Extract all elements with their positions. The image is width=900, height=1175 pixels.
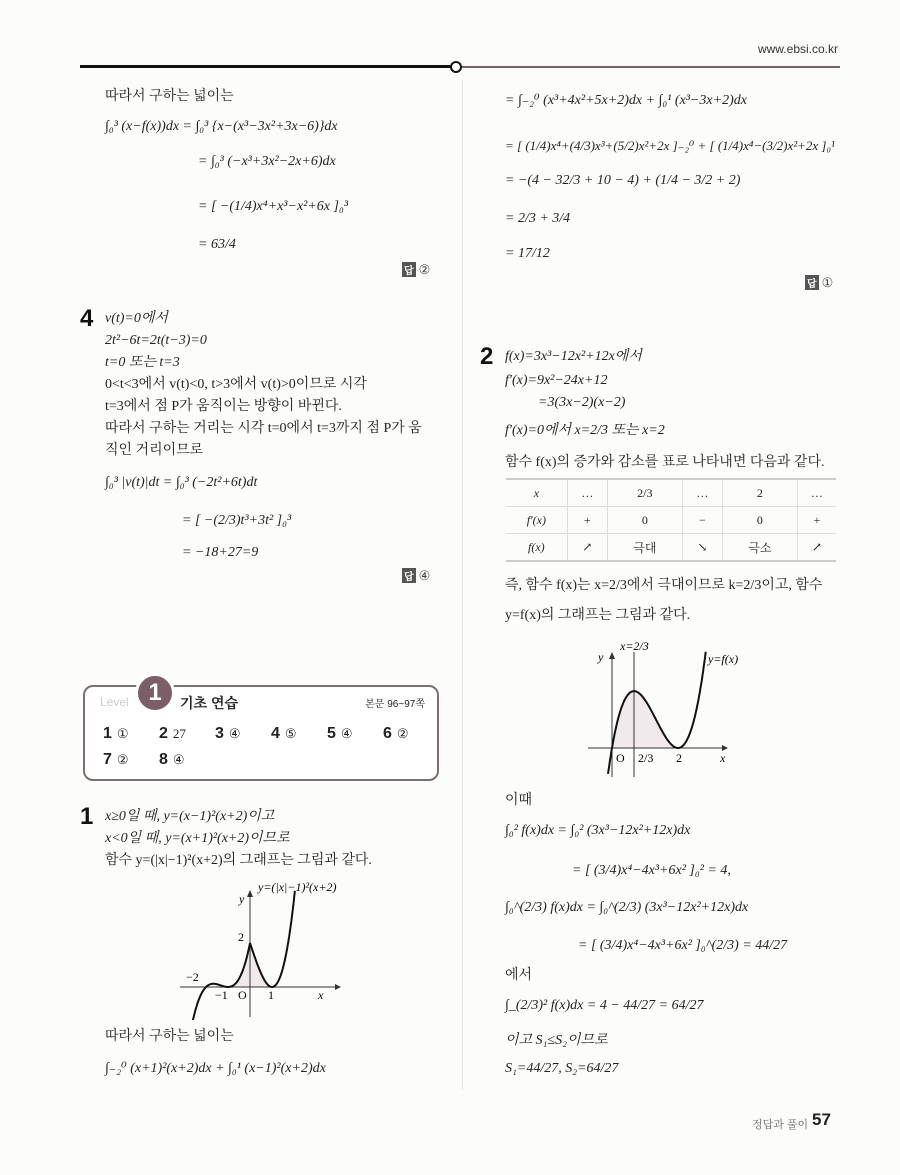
page-reference: 본문 96~97쪽 bbox=[365, 699, 425, 710]
problem-number: 2 bbox=[480, 343, 494, 370]
math-line: = [ (1/4)x⁴+(4/3)x³+(5/2)x²+2x ]₋₂⁰ + [ (1/4)x⁴−(3/2)x²+2x ]₀¹ bbox=[505, 138, 835, 153]
math-line: ∫₋₂⁰ (x+1)²(x+2)dx + ∫₀¹ (x−1)²(x+2)dx bbox=[105, 1061, 326, 1076]
y-axis-label: y bbox=[239, 892, 245, 906]
text-line: 에서 bbox=[505, 968, 533, 983]
table-row bbox=[506, 534, 836, 562]
graph-cubic-function bbox=[580, 632, 780, 782]
math-line: = 2/3 + 3/4 bbox=[505, 211, 571, 226]
text-line: 0<t<3에서 v(t)<0, t>3에서 v(t)>0이므로 시각 bbox=[105, 377, 367, 392]
answer-value: ② bbox=[418, 262, 431, 277]
header-circle-ornament bbox=[450, 61, 462, 73]
answer-value: ① bbox=[821, 275, 834, 290]
answer-icon: 답 bbox=[805, 275, 819, 290]
y-axis-arrow-icon bbox=[247, 890, 253, 897]
math-line: =3(3x−2)(x−2) bbox=[538, 395, 626, 410]
table-cell: f(x) bbox=[528, 539, 545, 554]
table-row bbox=[506, 479, 836, 507]
answer-item: 4 ⑤ bbox=[271, 725, 297, 742]
table-cell: 0 bbox=[722, 507, 797, 534]
origin-label: O bbox=[238, 988, 247, 1002]
table-cell: ↗ bbox=[567, 534, 607, 562]
math-line: = [ −(1/4)x⁴+x³−x²+6x ]₀³ bbox=[198, 199, 349, 214]
table-cell: 극소 bbox=[722, 534, 797, 562]
table-cell: 2/3 bbox=[607, 479, 682, 507]
answer-item: 5 ④ bbox=[327, 725, 353, 742]
answer-icon: 답 bbox=[402, 568, 416, 583]
table-cell: 극대 bbox=[607, 534, 682, 562]
table-cell: 2 bbox=[722, 479, 797, 507]
table-cell: … bbox=[797, 479, 836, 507]
math-line: f′(x)=0에서 x=2/3 또는 x=2 bbox=[505, 423, 665, 438]
answer-item: 6 ② bbox=[383, 725, 409, 742]
footer-label: 정답과 풀이 bbox=[752, 1119, 809, 1131]
column-divider bbox=[462, 80, 463, 1090]
math-line: = [ (3/4)x⁴−4x³+6x² ]₀² = 4, bbox=[572, 863, 731, 878]
math-line: ∫₀² f(x)dx = ∫₀² (3x³−12x²+12x)dx bbox=[505, 823, 691, 838]
math-line: = 63/4 bbox=[198, 237, 236, 252]
table-cell: + bbox=[567, 507, 607, 534]
math-line: t=0 또는 t=3 bbox=[105, 355, 180, 370]
table-cell: + bbox=[797, 507, 836, 534]
table-cell: ↘ bbox=[682, 534, 722, 562]
math-line: ∫_(2/3)² f(x)dx = 4 − 44/27 = 64/27 bbox=[505, 998, 704, 1013]
tick-2-3: 2/3 bbox=[638, 751, 654, 765]
x-axis-label: x bbox=[720, 751, 726, 765]
increase-decrease-table bbox=[506, 478, 836, 562]
math-line: ∫₀^(2/3) f(x)dx = ∫₀^(2/3) (3x³−12x²+12x)dx bbox=[505, 900, 749, 915]
answer-item: 2 27 bbox=[159, 725, 186, 742]
math-line: = ∫₋₂⁰ (x³+4x²+5x+2)dx + ∫₀¹ (x³−3x+2)dx bbox=[505, 93, 747, 108]
math-line: ∫₀³ |v(t)|dt = ∫₀³ (−2t²+6t)dt bbox=[105, 475, 258, 490]
origin-label: O bbox=[616, 751, 625, 765]
text-line: 함수 f(x)의 증가와 감소를 표로 나타내면 다음과 같다. bbox=[505, 455, 825, 470]
table-cell: 0 bbox=[607, 507, 682, 534]
answer-item: 7 ② bbox=[103, 751, 129, 768]
math-line: = −18+27=9 bbox=[182, 545, 259, 560]
vline-label: x=2/3 bbox=[620, 639, 649, 653]
math-line: f′(x)=9x²−24x+12 bbox=[505, 373, 608, 388]
header-rule-accent bbox=[462, 66, 840, 68]
tick-2: 2 bbox=[676, 751, 682, 765]
math-line: S₁=44/27, S₂=64/27 bbox=[505, 1061, 619, 1076]
table-row bbox=[506, 507, 836, 534]
text-line: 따라서 구하는 넓이는 bbox=[105, 89, 234, 104]
answer-item: 1 ① bbox=[103, 725, 129, 742]
tick-y-2: 2 bbox=[238, 930, 244, 944]
answer-mark bbox=[805, 275, 833, 291]
curve-label: y=f(x) bbox=[708, 652, 739, 666]
site-url: www.ebsi.co.kr bbox=[757, 42, 838, 56]
text-line: 따라서 구하는 넓이는 bbox=[105, 1029, 234, 1044]
math-line: f(x)=3x³−12x²+12x에서 bbox=[505, 349, 642, 364]
answer-item: 8 ④ bbox=[159, 751, 185, 768]
x-axis-label: x bbox=[318, 988, 324, 1002]
math-line: x≥0일 때, y=(x−1)²(x+2)이고 bbox=[105, 809, 275, 824]
text-line: y=f(x)의 그래프는 그림과 같다. bbox=[505, 608, 691, 623]
answer-value: ④ bbox=[418, 568, 431, 583]
table-cell: ↗ bbox=[797, 534, 836, 562]
text-line: t=3에서 점 P가 움직이는 방향이 바뀐다. bbox=[105, 399, 342, 414]
answer-item: 3 ④ bbox=[215, 725, 241, 742]
math-line: x<0일 때, y=(x+1)²(x+2)이므로 bbox=[105, 831, 290, 846]
graph-abs-function bbox=[160, 875, 390, 1020]
answer-mark bbox=[402, 568, 430, 584]
text-line: 이때 bbox=[505, 793, 533, 808]
table-cell: x bbox=[533, 485, 540, 500]
tick-neg2: −2 bbox=[186, 970, 199, 984]
level-answer-box bbox=[83, 679, 439, 781]
answer-mark bbox=[402, 262, 430, 278]
level-label: Level bbox=[100, 695, 129, 709]
text-line: 직인 거리이므로 bbox=[105, 443, 204, 458]
level-title: 기초 연습 bbox=[180, 695, 238, 711]
math-line: = 17/12 bbox=[505, 246, 550, 261]
tick-1: 1 bbox=[268, 988, 274, 1002]
curve-label: y=(|x|−1)²(x+2) bbox=[258, 880, 337, 894]
math-line: = −(4 − 32/3 + 10 − 4) + (1/4 − 3/2 + 2) bbox=[505, 173, 741, 188]
problem-number: 1 bbox=[80, 803, 94, 830]
math-line: = [ (3/4)x⁴−4x³+6x² ]₀^(2/3) = 44/27 bbox=[578, 938, 788, 953]
text-line: 따라서 구하는 거리는 시각 t=0에서 t=3까지 점 P가 움 bbox=[105, 421, 422, 436]
table-cell: … bbox=[567, 479, 607, 507]
problem-number: 4 bbox=[80, 305, 94, 332]
y-axis-arrow-icon bbox=[609, 652, 615, 659]
math-line: ∫₀³ (x−f(x))dx = ∫₀³ {x−(x³−3x²+3x−6)}dx bbox=[105, 119, 338, 134]
answer-icon: 답 bbox=[402, 262, 416, 277]
tick-neg1: −1 bbox=[215, 988, 228, 1002]
table-cell: − bbox=[682, 507, 722, 534]
text-line: 즉, 함수 f(x)는 x=2/3에서 극대이므로 k=2/3이고, 함수 bbox=[505, 578, 823, 593]
page-number: 57 bbox=[812, 1110, 831, 1129]
math-line: 이고 S₁≤S₂이므로 bbox=[505, 1033, 608, 1048]
y-axis-label: y bbox=[598, 650, 604, 664]
text-line: 함수 y=(|x|−1)²(x+2)의 그래프는 그림과 같다. bbox=[105, 853, 372, 868]
math-line: = ∫₀³ (−x³+3x²−2x+6)dx bbox=[198, 154, 336, 169]
math-line: v(t)=0에서 bbox=[105, 311, 168, 326]
table-cell: … bbox=[682, 479, 722, 507]
level-number-badge: 1 bbox=[135, 673, 175, 713]
math-line: 2t²−6t=2t(t−3)=0 bbox=[105, 333, 207, 348]
table-cell: f′(x) bbox=[526, 512, 546, 527]
header-rule bbox=[80, 65, 452, 68]
x-axis-arrow-icon bbox=[335, 984, 341, 990]
math-line: = [ −(2/3)t³+3t² ]₀³ bbox=[182, 513, 292, 528]
